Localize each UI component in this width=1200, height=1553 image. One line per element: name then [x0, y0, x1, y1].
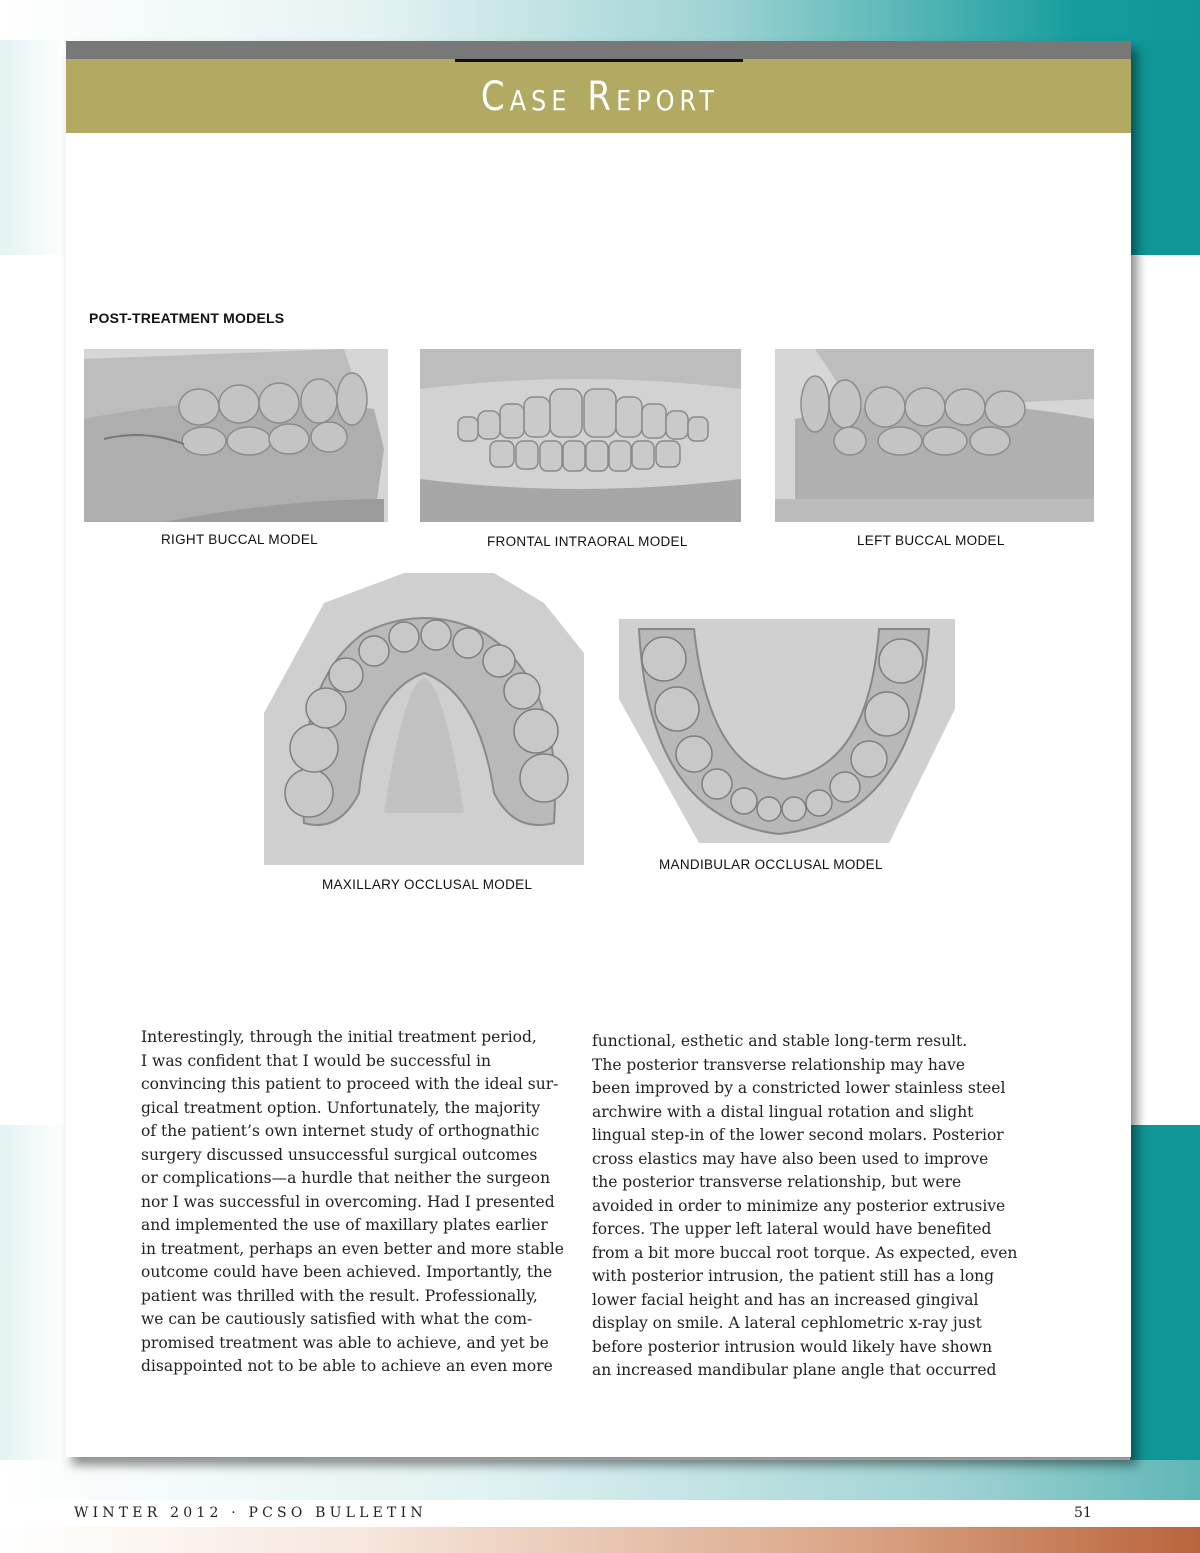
- body-line: outcome could have been achieved. Importantly, the: [141, 1263, 553, 1281]
- bottom-copper-band: [0, 1527, 1200, 1553]
- body-line: display on smile. A lateral cephlometric x-ray just: [592, 1314, 982, 1332]
- body-line: lingual step-in of the lower second molars. Posterior: [592, 1126, 1004, 1144]
- body-line: The posterior transverse relationship may have: [592, 1055, 966, 1074]
- mandibular-occlusal-caption: MANDIBULAR OCCLUSAL MODEL: [659, 857, 883, 872]
- body-line: promised treatment was able to achieve, and yet be: [141, 1333, 549, 1352]
- body-line: nor I was successful in overcoming. Had I presented: [141, 1192, 555, 1211]
- maxillary-occlusal-caption: MAXILLARY OCCLUSAL MODEL: [322, 877, 533, 892]
- right-teal-band: [1130, 40, 1200, 255]
- body-line: we can be cautiously satisfied with what the com-: [141, 1310, 533, 1328]
- left-fade-band: [0, 1125, 68, 1465]
- footer-publication: WINTER 2012 · PCSO BULLETIN: [74, 1505, 427, 1521]
- body-line: the posterior transverse relationship, but were: [592, 1173, 962, 1191]
- left-fade-band: [0, 40, 68, 255]
- maxillary-occlusal-model-image: [264, 573, 584, 865]
- frontal-intraoral-model-image: [420, 349, 741, 522]
- body-column-left: [141, 1026, 564, 1379]
- body-line: Interestingly, through the initial treatment period,: [141, 1028, 537, 1046]
- header-rule: [455, 59, 743, 62]
- body-line: of the patient’s own internet study of orthognathic: [141, 1122, 540, 1140]
- body-column-right: [592, 1030, 1017, 1383]
- body-line: before posterior intrusion would likely have shown: [592, 1337, 993, 1356]
- header-gray-strip: [66, 41, 1131, 59]
- figure-heading: POST-TREATMENT MODELS: [89, 310, 285, 326]
- body-line: lower facial height and has an increased gingival: [592, 1290, 979, 1309]
- body-line: I was confident that I would be successful in: [141, 1051, 491, 1070]
- body-line: disappointed not to be able to achieve an even more: [141, 1357, 553, 1375]
- body-line: from a bit more buccal root torque. As expected, even: [592, 1243, 1018, 1262]
- body-line: cross elastics may have also been used to improve: [592, 1149, 989, 1168]
- body-line: surgery discussed unsuccessful surgical outcomes: [141, 1145, 538, 1164]
- body-line: forces. The upper left lateral would have benefited: [592, 1220, 992, 1238]
- body-line: with posterior intrusion, the patient still has a long: [592, 1267, 995, 1285]
- page-number: 51: [1074, 1505, 1092, 1521]
- body-line: an increased mandibular plane angle that occurred: [592, 1361, 997, 1379]
- frontal-intraoral-caption: FRONTAL INTRAORAL MODEL: [487, 534, 688, 549]
- body-line: and implemented the use of maxillary plates earlier: [141, 1216, 548, 1234]
- left-buccal-caption: LEFT BUCCAL MODEL: [857, 533, 1005, 548]
- body-line: convincing this patient to proceed with the ideal sur-: [141, 1075, 559, 1093]
- body-line: gical treatment option. Unfortunately, the majority: [141, 1098, 541, 1117]
- bottom-gradient-band: [0, 1460, 1200, 1500]
- body-line: avoided in order to minimize any posterior extrusive: [592, 1196, 1006, 1215]
- left-buccal-model-image: [775, 349, 1094, 522]
- body-line: archwire with a distal lingual rotation and slight: [592, 1102, 974, 1121]
- body-line: in treatment, perhaps an even better and more stable: [141, 1239, 564, 1258]
- section-title: Case Report: [480, 74, 720, 120]
- right-buccal-caption: RIGHT BUCCAL MODEL: [161, 532, 318, 547]
- body-line: functional, esthetic and stable long-term result.: [592, 1032, 968, 1050]
- body-line: patient was thrilled with the result. Professionally,: [141, 1286, 538, 1305]
- body-line: been improved by a constricted lower stainless steel: [592, 1079, 1006, 1097]
- right-buccal-model-image: [84, 349, 388, 522]
- mandibular-occlusal-model-image: [619, 619, 955, 843]
- right-teal-band: [1130, 1125, 1200, 1470]
- top-gradient-band: [0, 0, 1200, 44]
- body-line: or complications—a hurdle that neither the surgeon: [141, 1169, 551, 1187]
